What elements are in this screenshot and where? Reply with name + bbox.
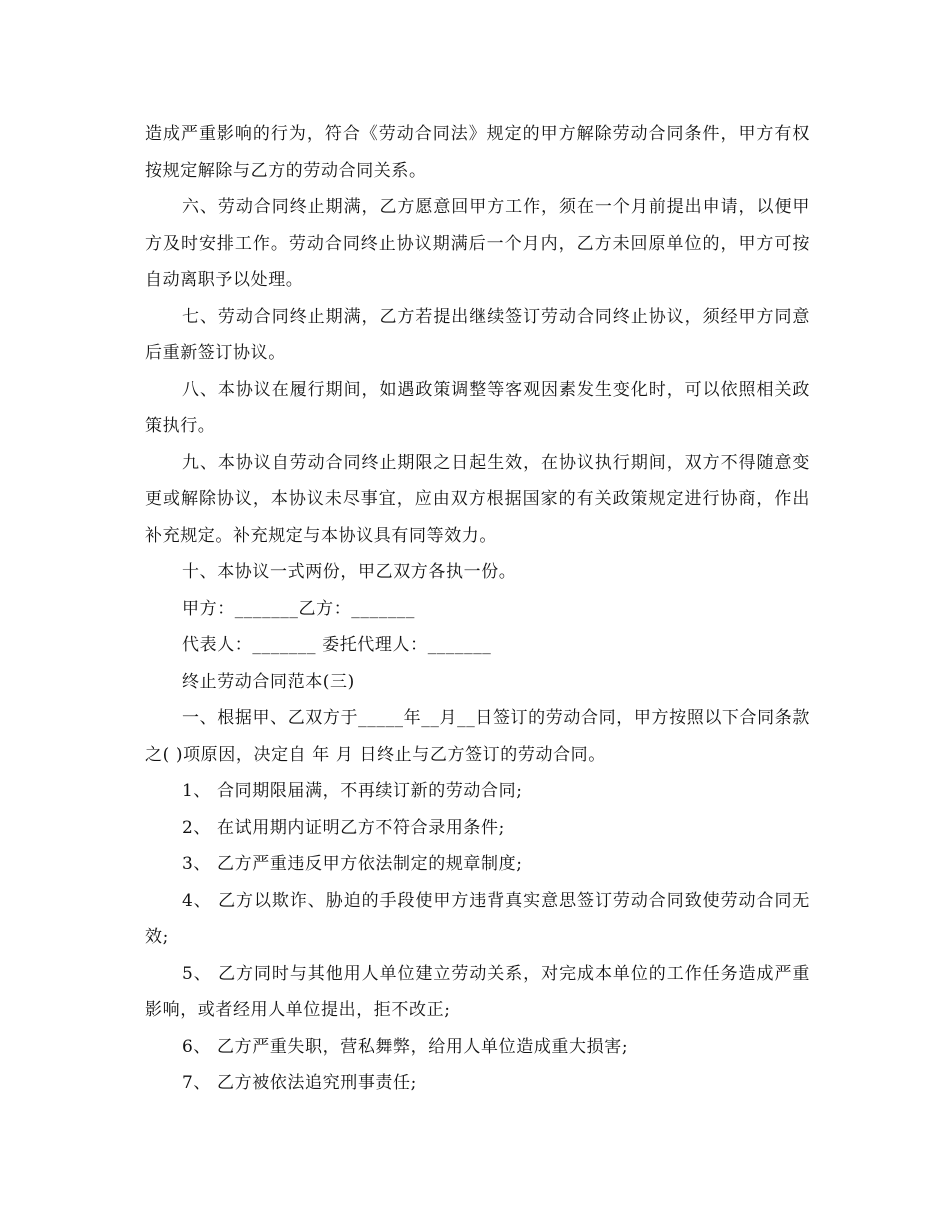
- section-heading: 终止劳动合同范本(三): [182, 671, 355, 692]
- list-item: 4、 乙方以欺诈、胁迫的手段使甲方违背真实意思签订劳动合同致使劳动合同无效;: [145, 890, 810, 947]
- clause-8: 八、本协议在履行期间，如遇政策调整等客观因素发生变化时，可以依照相关政策执行。: [145, 379, 810, 436]
- list-item: 2、 在试用期内证明乙方不符合录用条件;: [182, 817, 505, 838]
- clause-7: 七、劳动合同终止期满，乙方若提出继续签订劳动合同终止协议，须经甲方同意后重新签订协议。: [145, 306, 810, 363]
- signature-parties-line: 甲方：_______乙方：_______: [182, 598, 415, 619]
- list-item: 7、 乙方被依法追究刑事责任;: [182, 1073, 417, 1093]
- list-item: 6、 乙方严重失职，营私舞弊，给用人单位造成重大损害;: [182, 1036, 629, 1057]
- list-item: 5、 乙方同时与其他用人单位建立劳动关系，对完成本单位的工作任务造成严重影响，或者经用人单位提出，拒不改正;: [145, 963, 810, 1020]
- paragraph: 造成严重影响的行为，符合《劳动合同法》规定的甲方解除劳动合同条件，甲方有权按规定解除与乙方的劳动合同关系。: [145, 124, 810, 181]
- clause-1: 一、根据甲、乙双方于_____年__月__日签订的劳动合同，甲方按照以下合同条款之( )项原因，决定自 年 月 日终止与乙方签订的劳动合同。: [145, 708, 810, 765]
- list-item: 3、 乙方严重违反甲方依法制定的规章制度;: [182, 854, 523, 874]
- clause-10: 十、本协议一式两份，甲乙双方各执一份。: [182, 562, 517, 582]
- clause-9: 九、本协议自劳动合同终止期限之日起生效，在协议执行期间，双方不得随意变更或解除协议，本协议未尽事宜，应由双方根据国家的有关政策规定进行协商，作出补充规定。补充规定与本协议具有同等效力。: [145, 452, 810, 546]
- list-item: 1、 合同期限届满，不再续订新的劳动合同;: [182, 781, 523, 801]
- document-body: [145, 116, 810, 1102]
- clause-6: 六、劳动合同终止期满，乙方愿意回甲方工作，须在一个月前提出申请，以便甲方及时安排工作。劳动合同终止协议期满后一个月内，乙方未回原单位的，甲方可按自动离职予以处理。: [145, 197, 810, 290]
- signature-representatives-line: 代表人：_______ 委托代理人：_______: [182, 635, 492, 655]
